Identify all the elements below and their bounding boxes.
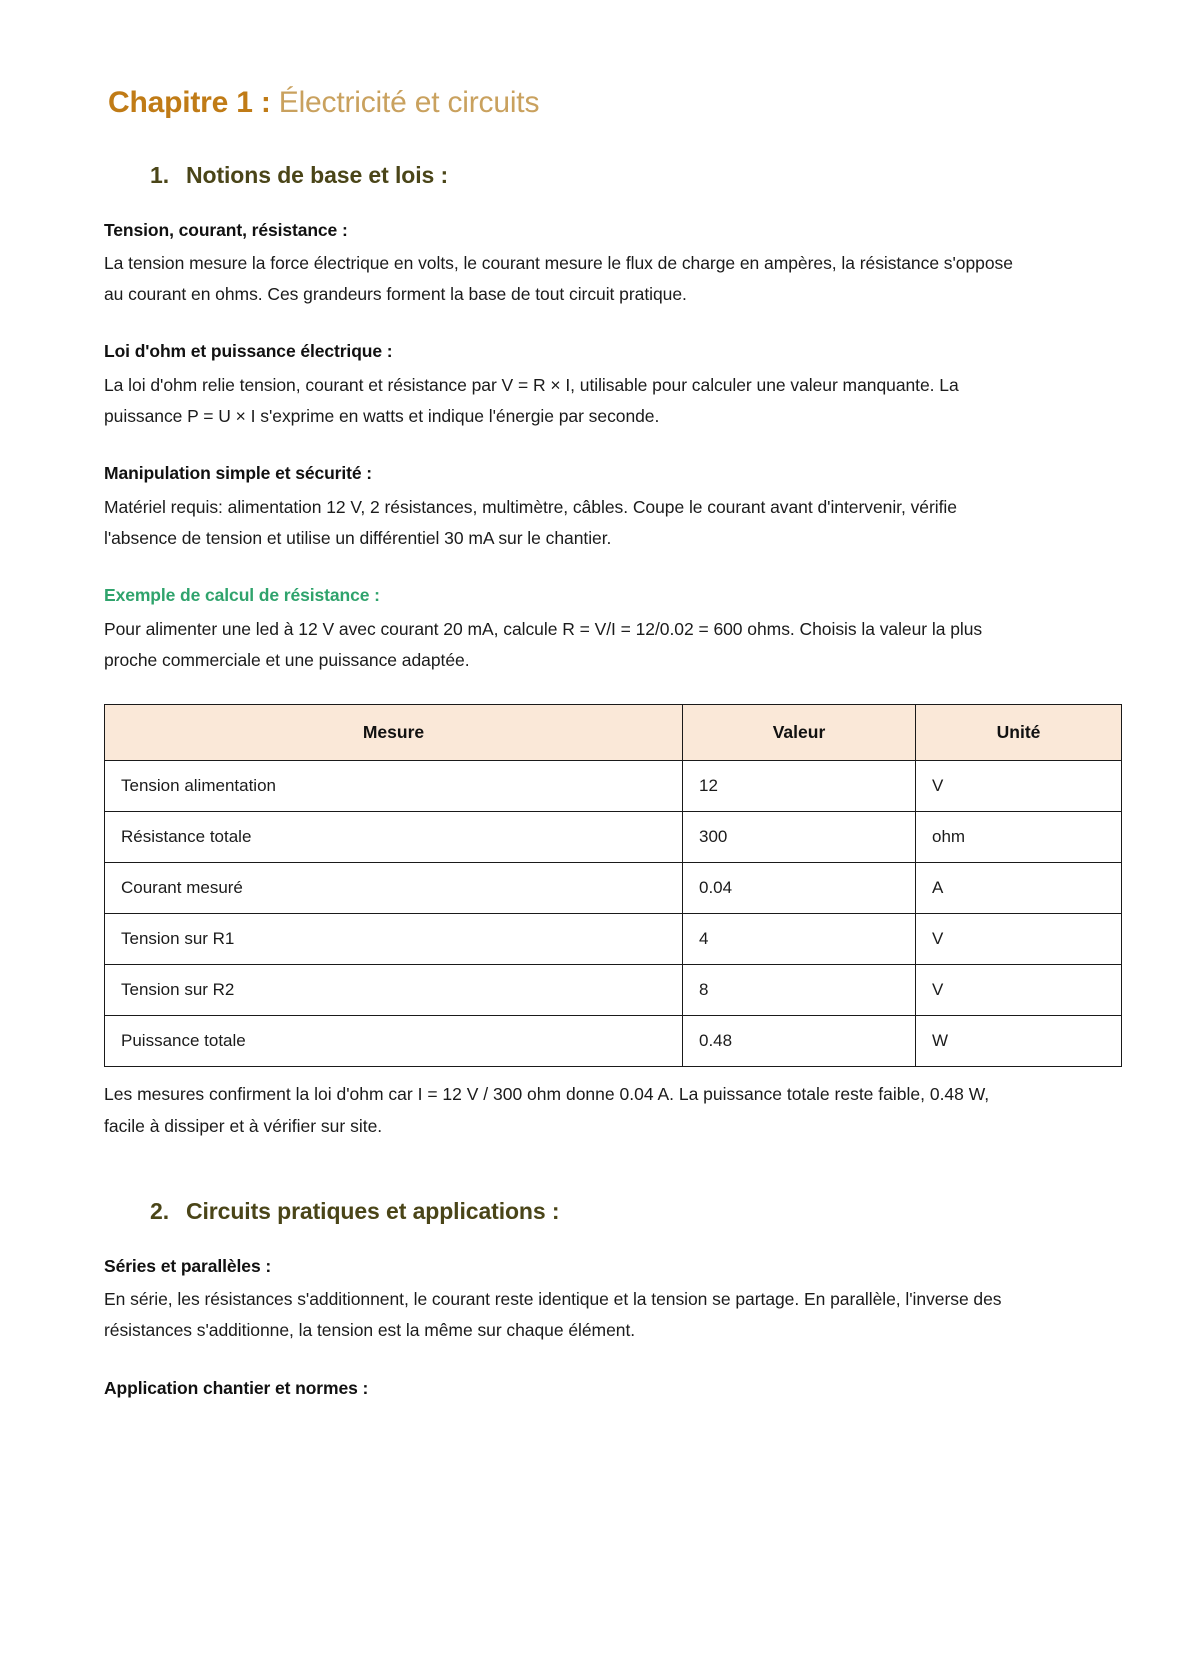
cell-mesure: Tension sur R2 bbox=[105, 965, 683, 1016]
sub-heading-tension: Tension, courant, résistance : bbox=[104, 219, 348, 240]
cell-unite: A bbox=[916, 863, 1122, 914]
table-header-valeur: Valeur bbox=[683, 705, 916, 761]
section-2-title: Circuits pratiques et applications : bbox=[186, 1197, 560, 1224]
body-text-series-paralleles: En série, les résistances s'additionnent, le courant reste identique et la tension se partage. En parallèle, l'inverse des résistances s'additionne, la tension est la même sur chaque élément. bbox=[104, 1289, 1002, 1341]
cell-valeur: 0.48 bbox=[683, 1016, 916, 1067]
cell-mesure: Résistance totale bbox=[105, 811, 683, 862]
sub-heading-application-chantier: Application chantier et normes : bbox=[104, 1377, 369, 1398]
cell-valeur: 12 bbox=[683, 760, 916, 811]
sub-heading-loi-ohm: Loi d'ohm et puissance électrique : bbox=[104, 341, 393, 362]
section-1-number: 1. bbox=[150, 161, 169, 188]
chapter-label: Chapitre 1 : bbox=[108, 86, 271, 119]
body-text-loi-ohm: La loi d'ohm relie tension, courant et résistance par V = R × I, utilisable pour calculer une valeur manquante. La puissance P = U × I s'exprime en watts et indique l'énergie par seconde. bbox=[104, 375, 959, 427]
cell-valeur: 0.04 bbox=[683, 863, 916, 914]
sub-block-series-paralleles bbox=[104, 1255, 1096, 1347]
cell-valeur: 8 bbox=[683, 965, 916, 1016]
measurements-table-wrapper bbox=[104, 704, 1096, 1142]
table-header-mesure: Mesure bbox=[105, 705, 683, 761]
table-row bbox=[105, 1016, 1122, 1067]
cell-unite: V bbox=[916, 965, 1122, 1016]
table-row bbox=[105, 863, 1122, 914]
table-header-row bbox=[105, 705, 1122, 761]
cell-unite: W bbox=[916, 1016, 1122, 1067]
cell-mesure: Tension alimentation bbox=[105, 760, 683, 811]
table-row bbox=[105, 760, 1122, 811]
measurements-table bbox=[104, 704, 1122, 1067]
table-note: Les mesures confirment la loi d'ohm car I = 12 V / 300 ohm donne 0.04 A. La puissance totale reste faible, 0.48 W, facile à dissiper et à vérifier sur site. bbox=[104, 1084, 990, 1136]
cell-mesure: Puissance totale bbox=[105, 1016, 683, 1067]
chapter-name bbox=[271, 86, 279, 119]
table-row bbox=[105, 965, 1122, 1016]
cell-unite: V bbox=[916, 914, 1122, 965]
body-text-exemple-calcul: Pour alimenter une led à 12 V avec courant 20 mA, calcule R = V/I = 12/0.02 = 600 ohms. Choisis la valeur la plus proche commerciale et une puissance adaptée. bbox=[104, 618, 983, 670]
sub-block-tension bbox=[104, 219, 1096, 311]
section-heading-1 bbox=[150, 162, 1096, 189]
sub-block-manipulation bbox=[104, 462, 1096, 554]
cell-unite: ohm bbox=[916, 811, 1122, 862]
section-heading-2 bbox=[150, 1198, 1096, 1225]
body-text-tension: La tension mesure la force électrique en volts, le courant mesure le flux de charge en ampères, la résistance s'oppose au courant en ohms. Ces grandeurs forment la base de tout circuit pratique. bbox=[104, 253, 1013, 305]
body-text-manipulation: Matériel requis: alimentation 12 V, 2 résistances, multimètre, câbles. Coupe le courant avant d'intervenir, vérifie l'absence de tension et utilise un différentiel 30 mA sur le chantier. bbox=[104, 496, 957, 549]
cell-valeur: 300 bbox=[683, 811, 916, 862]
chapter-name-text: Électricité et circuits bbox=[278, 86, 540, 119]
sub-heading-series-paralleles: Séries et parallèles : bbox=[104, 1255, 272, 1276]
cell-mesure: Tension sur R1 bbox=[105, 914, 683, 965]
section-1-title: Notions de base et lois : bbox=[186, 161, 449, 188]
sub-block-loi-ohm bbox=[104, 340, 1096, 432]
page-title bbox=[108, 84, 1096, 122]
table-body bbox=[105, 760, 1122, 1067]
table-row bbox=[105, 914, 1122, 965]
section-2-number: 2. bbox=[150, 1197, 169, 1224]
cell-unite: V bbox=[916, 760, 1122, 811]
cell-valeur: 4 bbox=[683, 914, 916, 965]
table-row bbox=[105, 811, 1122, 862]
sub-block-application-chantier bbox=[104, 1377, 1096, 1401]
cell-mesure: Courant mesuré bbox=[105, 863, 683, 914]
sub-block-exemple-calcul bbox=[104, 584, 1096, 676]
sub-heading-manipulation: Manipulation simple et sécurité : bbox=[104, 463, 373, 484]
table-head bbox=[105, 705, 1122, 761]
sub-heading-exemple-calcul: Exemple de calcul de résistance : bbox=[104, 585, 380, 606]
table-header-unite: Unité bbox=[916, 705, 1122, 761]
